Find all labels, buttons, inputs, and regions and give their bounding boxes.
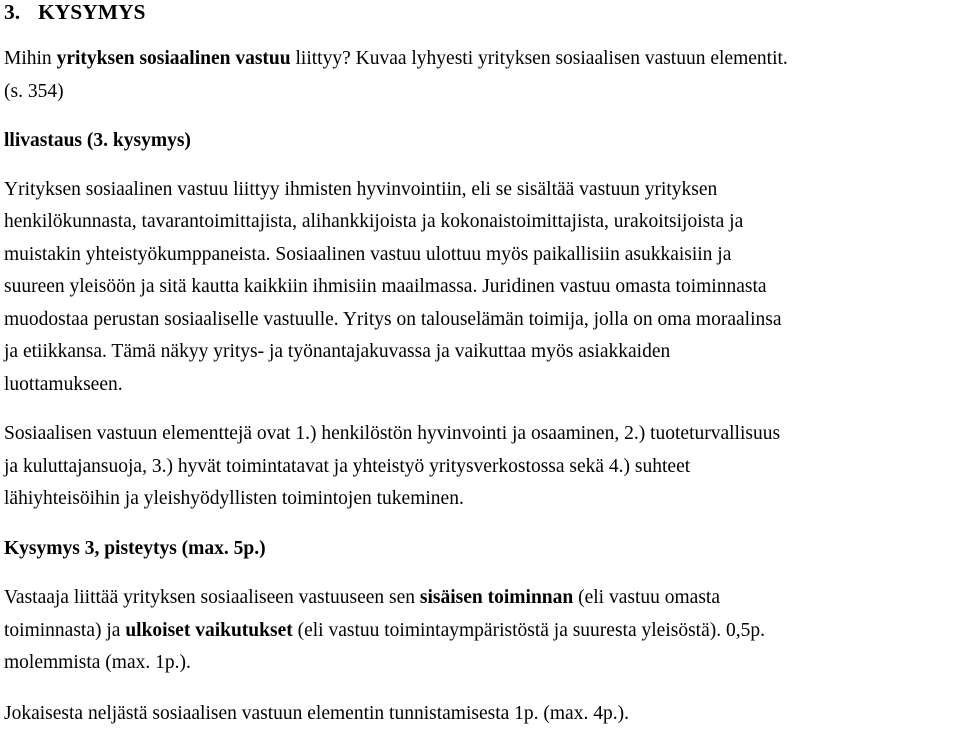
answer-line-6: ja etiikkansa. Tämä näkyy yritys- ja työnantajakuvassa ja vaikuttaa myös asiakkaiden	[4, 341, 670, 362]
scoring-line-2a: toiminnasta) ja	[4, 620, 125, 641]
answer-line-1: Yrityksen sosiaalinen vastuu liittyy ihmisten hyvinvointiin, eli se sisältää vastuun yrityksen	[4, 179, 717, 200]
scoring-line-1a: Vastaaja liittää yrityksen sosiaaliseen vastuuseen sen	[4, 587, 420, 608]
answer-paragraph	[4, 174, 954, 402]
scoring-bold-external: ulkoiset vaikutukset	[125, 620, 292, 641]
scoring-line-3: molemmista (max. 1p.).	[4, 652, 191, 673]
final-line	[4, 698, 954, 730]
document-page	[4, 0, 954, 730]
scoring-line-2b: (eli vastuu toimintaympäristöstä ja suuresta yleisöstä). 0,5p.	[293, 620, 765, 641]
answer-line-4: suureen yleisöön ja sitä kautta kaikkiin ihmisiin maailmassa. Juridinen vastuu omasta toiminnasta	[4, 276, 767, 297]
answer-line-5: muodostaa perustan sosiaaliselle vastuulle. Yritys on talouselämän toimija, jolla on oma moraalinsa	[4, 309, 781, 330]
section-heading	[4, 0, 954, 24]
answer-title	[4, 125, 954, 158]
question-part2: liittyy? Kuvaa lyhyesti yrityksen sosiaalisen vastuun elementit.	[291, 48, 788, 69]
elements-line-1: Sosiaalisen vastuun elementtejä ovat 1.) henkilöstön hyvinvointi ja osaaminen, 2.) tuoteturvallisuus	[4, 423, 780, 444]
scoring-line-1b: (eli vastuu omasta	[573, 587, 720, 608]
answer-line-2: henkilökunnasta, tavarantoimittajista, alihankkijoista ja kokonaistoimittajista, urakoitsijoista ja	[4, 211, 743, 232]
question-part1: Mihin	[4, 48, 57, 69]
scoring-paragraph	[4, 582, 954, 680]
answer-line-7: luottamukseen.	[4, 374, 123, 395]
scoring-title	[4, 533, 954, 566]
section-number: 3.	[4, 0, 38, 24]
section-title: KYSYMYS	[38, 0, 146, 24]
elements-paragraph	[4, 418, 954, 516]
elements-line-3: lähiyhteisöihin ja yleishyödyllisten toimintojen tukeminen.	[4, 488, 464, 509]
question-text	[4, 43, 954, 108]
elements-line-2: ja kuluttajansuoja, 3.) hyvät toimintatavat ja yhteistyö yritysverkostossa sekä 4.) suhteet	[4, 456, 690, 477]
scoring-bold-internal: sisäisen toiminnan	[420, 587, 573, 608]
answer-line-3: muistakin yhteistyökumppaneista. Sosiaalinen vastuu ulottuu myös paikallisiin asukkaisiin ja	[4, 244, 731, 265]
final-line-text: Jokaisesta neljästä sosiaalisen vastuun elementin tunnistamisesta 1p. (max. 4p.).	[4, 703, 629, 724]
question-page-ref: (s. 354)	[4, 81, 64, 102]
answer-title-text: llivastaus (3. kysymys)	[4, 130, 191, 151]
question-bold-term: yrityksen sosiaalinen vastuu	[57, 48, 291, 69]
scoring-title-text: Kysymys 3, pisteytys (max. 5p.)	[4, 538, 266, 559]
